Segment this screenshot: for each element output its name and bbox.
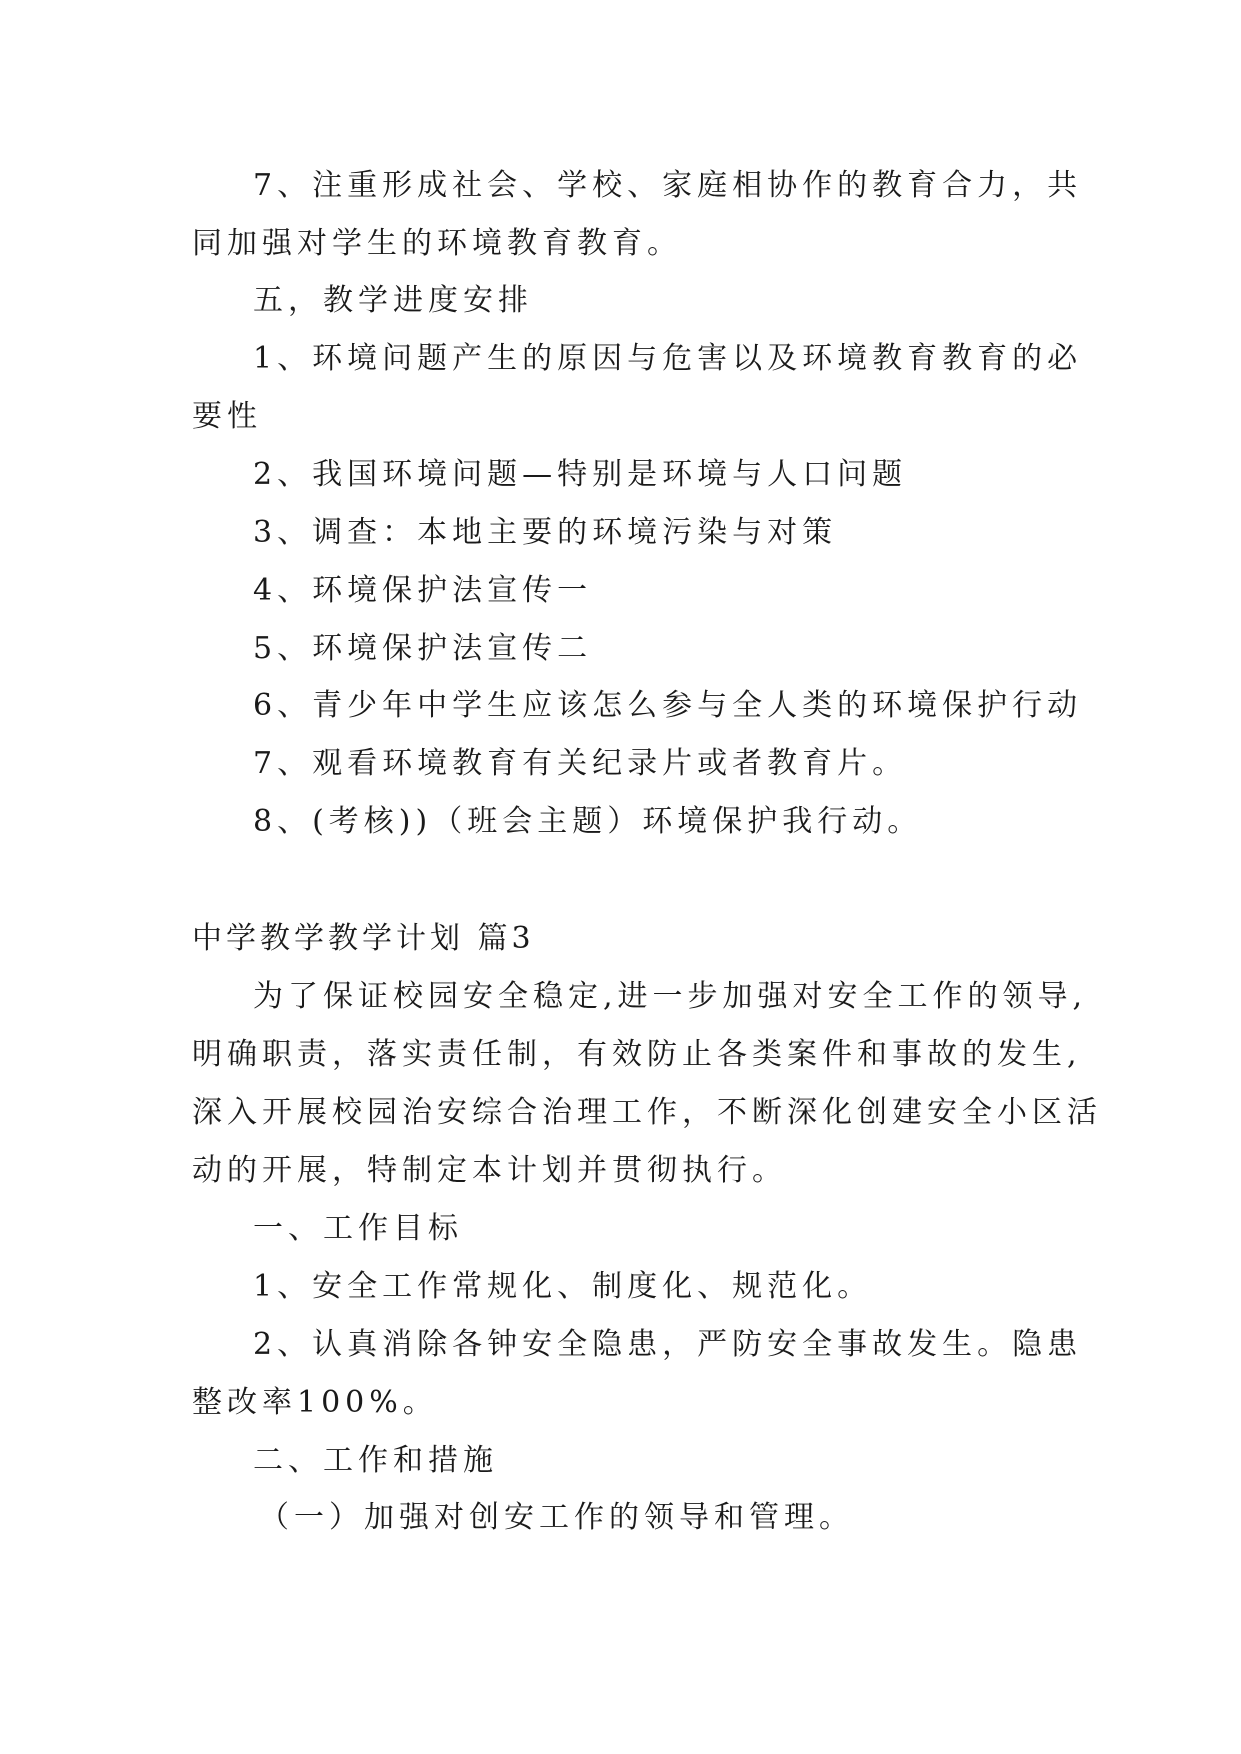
paragraph-line: 为了保证校园安全稳定,进一步加强对安全工作的领导, — [253, 979, 1088, 1014]
list-item: 4、环境保护法宣传一 — [253, 573, 593, 608]
paragraph-line: 动的开展，特制定本计划并贯彻执行。 — [192, 1153, 787, 1188]
list-item: 6、青少年中学生应该怎么参与全人类的环境保护行动 — [253, 688, 1083, 723]
list-item: 1、安全工作常规化、制度化、规范化。 — [253, 1269, 873, 1304]
paragraph-line: 深入开展校园治安综合治理工作，不断深化创建安全小区活 — [192, 1095, 1102, 1130]
list-item: 3、调查：本地主要的环境污染与对策 — [253, 515, 838, 550]
list-item: 8、(考核))（班会主题）环境保护我行动。 — [253, 804, 923, 839]
paragraph-line: 同加强对学生的环境教育教育。 — [192, 226, 682, 261]
list-item: 1、环境问题产生的原因与危害以及环境教育教育的必 — [253, 341, 1083, 376]
list-item-continuation: 要性 — [192, 399, 262, 434]
list-item: 5、环境保护法宣传二 — [253, 631, 593, 666]
section-heading: 一、工作目标 — [253, 1211, 463, 1246]
section-title: 中学教学教学计划 篇3 — [192, 921, 535, 956]
list-item-continuation: 整改率100%。 — [192, 1385, 438, 1420]
list-item: 2、认真消除各钟安全隐患，严防安全事故发生。隐患 — [253, 1327, 1083, 1362]
list-item: 7、观看环境教育有关纪录片或者教育片。 — [253, 746, 908, 781]
subsection-heading: （一）加强对创安工作的领导和管理。 — [259, 1500, 854, 1535]
section-heading: 五，教学进度安排 — [253, 283, 533, 318]
section-heading: 二、工作和措施 — [253, 1443, 498, 1478]
paragraph-line: 7、注重形成社会、学校、家庭相协作的教育合力，共 — [253, 168, 1083, 203]
paragraph-line: 明确职责，落实责任制，有效防止各类案件和事故的发生, — [192, 1037, 1082, 1072]
list-item: 2、我国环境问题—特别是环境与人口问题 — [253, 457, 908, 492]
